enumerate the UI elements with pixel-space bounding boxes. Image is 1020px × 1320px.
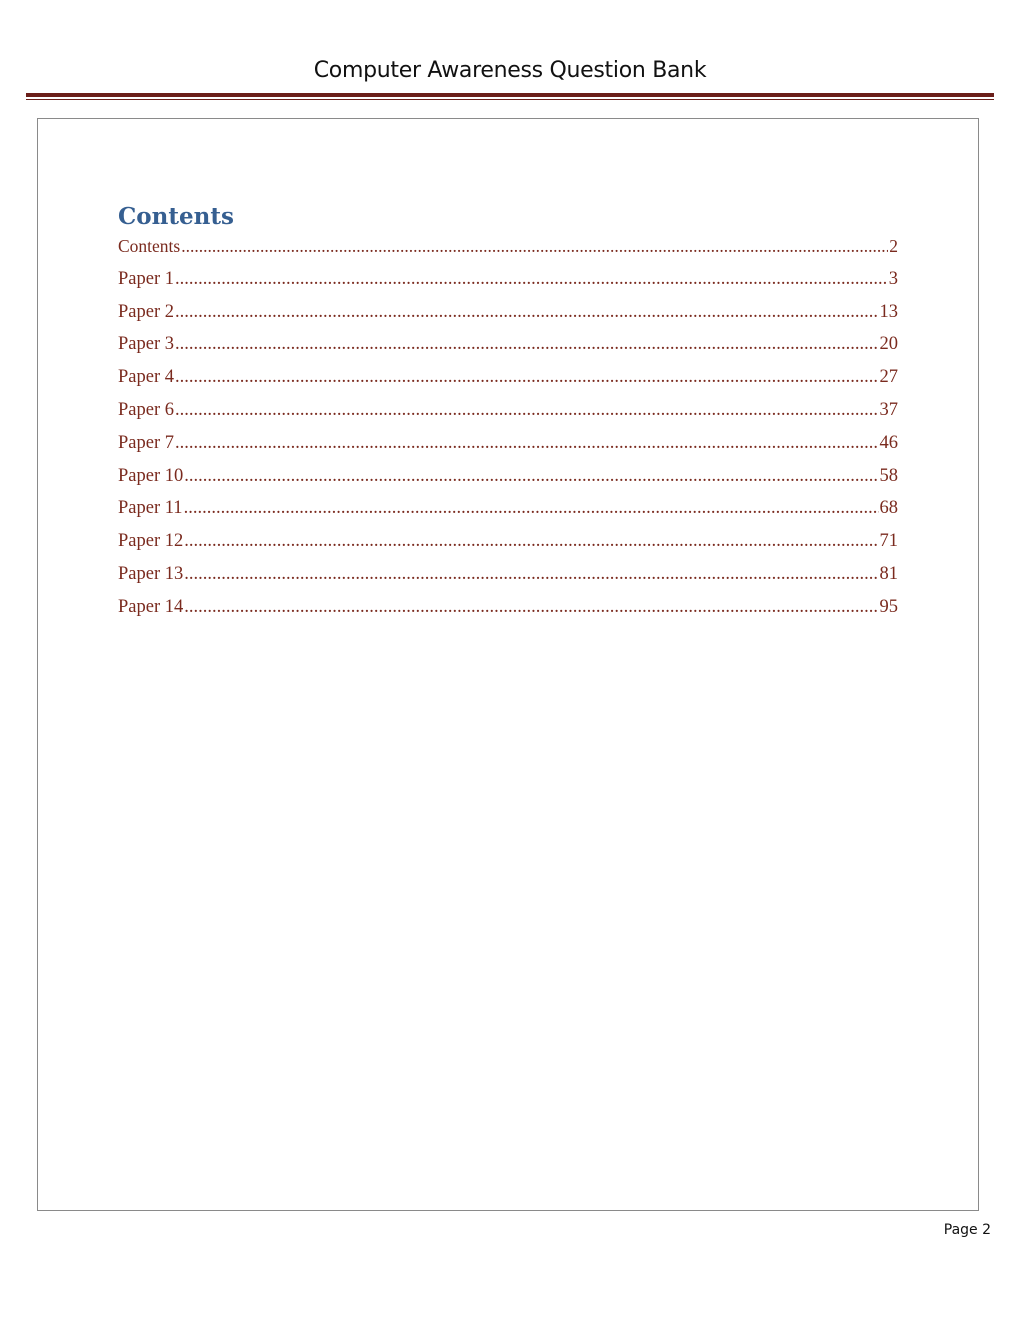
toc-dot-leader	[184, 531, 878, 552]
toc-dot-leader	[181, 236, 888, 257]
toc-entry-title: Paper 11	[118, 498, 183, 519]
toc-entry-title: Paper 10	[118, 465, 184, 486]
toc-entry-title: Paper 13	[118, 563, 184, 584]
page-number-footer: Page 2	[943, 1222, 991, 1238]
table-of-contents	[118, 236, 898, 630]
header-rule-thick	[26, 93, 994, 97]
toc-entry-title: Paper 2	[118, 301, 174, 322]
toc-dot-leader	[175, 302, 879, 323]
toc-dot-leader	[175, 400, 879, 421]
toc-entry-paper-1[interactable]	[118, 269, 898, 302]
page-header-title: Computer Awareness Question Bank	[313, 58, 707, 83]
toc-entry-paper-7[interactable]	[118, 433, 898, 466]
toc-entry-contents[interactable]	[118, 236, 898, 269]
toc-entry-page: 71	[879, 531, 898, 552]
toc-entry-page: 2	[889, 236, 898, 256]
toc-dot-leader	[175, 269, 888, 290]
toc-entry-title: Paper 6	[118, 399, 174, 420]
toc-entry-paper-10[interactable]	[118, 466, 898, 499]
toc-dot-leader	[184, 466, 878, 487]
toc-dot-leader	[184, 597, 878, 618]
toc-entry-page: 95	[879, 596, 898, 617]
toc-entry-paper-3[interactable]	[118, 334, 898, 367]
toc-entry-page: 46	[879, 432, 898, 453]
toc-dot-leader	[184, 564, 878, 585]
toc-entry-paper-14[interactable]	[118, 597, 898, 630]
header-rule-thin	[26, 99, 994, 100]
toc-entry-title: Contents	[118, 236, 181, 256]
toc-entry-paper-12[interactable]	[118, 531, 898, 564]
toc-entry-paper-6[interactable]	[118, 400, 898, 433]
toc-entry-title: Paper 1	[118, 268, 174, 289]
toc-entry-page: 58	[879, 465, 898, 486]
toc-entry-page: 27	[879, 367, 898, 388]
toc-entry-paper-11[interactable]	[118, 498, 898, 531]
toc-entry-paper-2[interactable]	[118, 302, 898, 335]
toc-dot-leader	[175, 367, 879, 388]
toc-entry-title: Paper 12	[118, 531, 184, 552]
toc-entry-page: 68	[879, 498, 898, 519]
toc-entry-page: 20	[879, 334, 898, 355]
toc-entry-page: 81	[879, 563, 898, 584]
toc-entry-title: Paper 14	[118, 596, 184, 617]
toc-dot-leader	[184, 498, 879, 519]
toc-entry-page: 3	[888, 268, 898, 289]
toc-entry-paper-4[interactable]	[118, 367, 898, 400]
toc-entry-title: Paper 3	[118, 334, 174, 355]
toc-entry-page: 13	[879, 301, 898, 322]
toc-entry-paper-13[interactable]	[118, 564, 898, 597]
toc-entry-page: 37	[879, 399, 898, 420]
toc-entry-title: Paper 7	[118, 432, 174, 453]
toc-dot-leader	[175, 433, 879, 454]
toc-dot-leader	[175, 334, 879, 355]
toc-heading: Contents	[118, 203, 234, 230]
toc-entry-title: Paper 4	[118, 367, 174, 388]
